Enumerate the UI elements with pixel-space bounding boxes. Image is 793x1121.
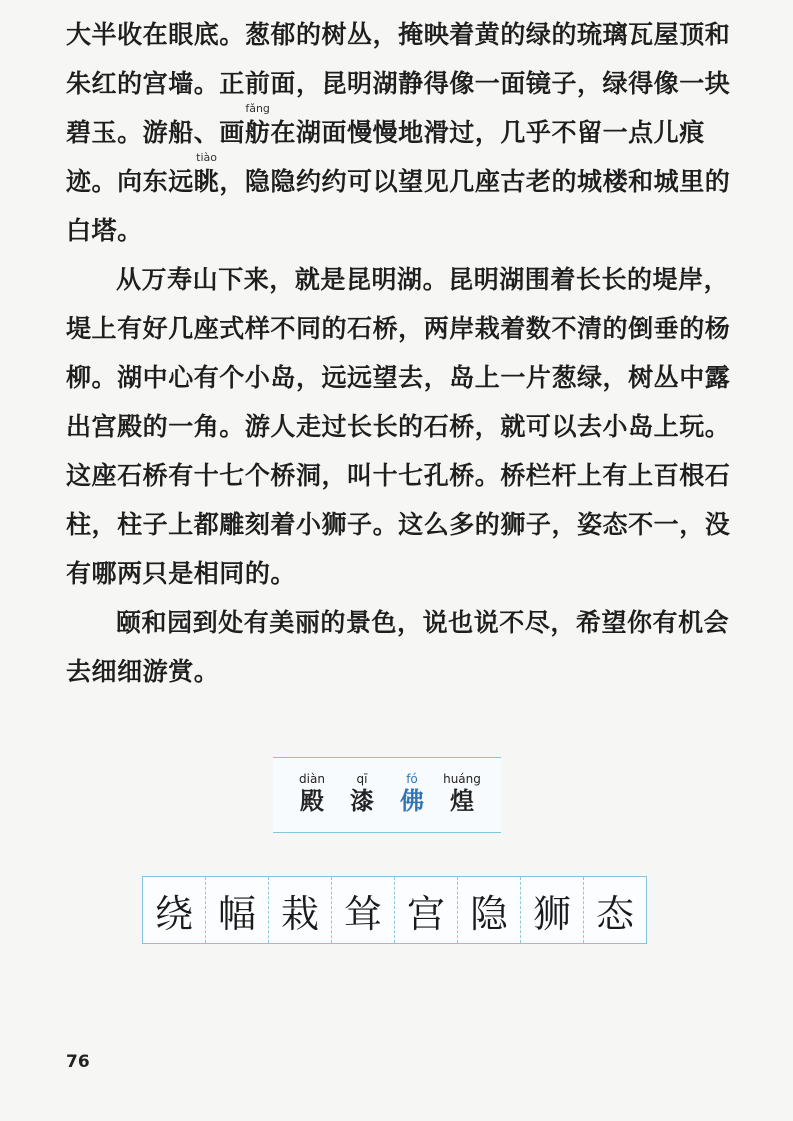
annotated-character <box>244 102 271 147</box>
page-number: 76 <box>66 1052 90 1072</box>
grid-cell-character: 宫 <box>395 877 458 943</box>
text-segment: 白塔。 <box>66 216 143 245</box>
paragraph <box>66 22 738 243</box>
grid-cell-character: 幅 <box>206 877 269 943</box>
grid-cell-character: 耸 <box>332 877 395 943</box>
passage-text <box>66 22 738 708</box>
text-segment: 从万寿山下来，就是昆明湖。昆明湖围着长长的堤岸， <box>116 265 730 294</box>
vocabulary-pinyin: huáng <box>443 772 481 786</box>
text-line <box>66 414 738 439</box>
text-line <box>66 512 738 537</box>
text-line <box>66 365 738 390</box>
text-segment: 柳。湖中心有个小岛，远远望去，岛上一片葱绿，树丛中露 <box>66 363 731 392</box>
paragraph <box>66 267 738 586</box>
text-line <box>66 267 738 292</box>
text-segment: 颐和园到处有美丽的景色，说也说不尽，希望你有机会 <box>116 608 730 637</box>
text-line <box>66 463 738 488</box>
vocabulary-word <box>392 772 432 816</box>
text-line <box>66 316 738 341</box>
vocabulary-row <box>273 758 501 816</box>
annotated-character-text: 眺 <box>193 167 220 196</box>
annotated-character-text: 舫 <box>244 118 271 147</box>
text-segment: ，隐隐约约可以望见几座古老的城楼和城里的 <box>219 167 731 196</box>
vocabulary-box <box>273 757 501 833</box>
text-line <box>66 102 738 147</box>
grid-cell-character: 绕 <box>143 877 206 943</box>
vocabulary-word <box>342 772 382 816</box>
text-segment: 有哪两只是相同的。 <box>66 559 296 588</box>
text-line <box>66 218 738 243</box>
text-segment: 朱红的宫墙。正前面，昆明湖静得像一面镜子，绿得像一块 <box>66 69 731 98</box>
pinyin-annotation: fǎng <box>245 102 270 115</box>
vocabulary-character: 煌 <box>450 786 474 815</box>
grid-cell-character: 栽 <box>269 877 332 943</box>
text-segment: 迹。向东远 <box>66 167 194 196</box>
grid-cell-character: 狮 <box>521 877 584 943</box>
text-segment: 出宫殿的一角。游人走过长长的石桥，就可以去小岛上玩。 <box>66 412 731 441</box>
text-segment: 这座石桥有十七个桥洞，叫十七孔桥。桥栏杆上有上百根石 <box>66 461 731 490</box>
annotated-character <box>193 151 220 196</box>
text-segment: 堤上有好几座式样不同的石桥，两岸栽着数不清的倒垂的杨 <box>66 314 731 343</box>
paragraph <box>66 610 738 684</box>
text-segment: 在湖面慢慢地滑过，几乎不留一点儿痕 <box>270 118 705 147</box>
character-writing-grid <box>142 876 647 944</box>
text-segment: 碧玉。游船、画 <box>66 118 245 147</box>
pinyin-annotation: tiào <box>196 151 217 164</box>
text-segment: 大半收在眼底。葱郁的树丛，掩映着黄的绿的琉璃瓦屋顶和 <box>66 20 731 49</box>
grid-cell-character: 隐 <box>458 877 521 943</box>
text-segment: 柱，柱子上都雕刻着小狮子。这么多的狮子，姿态不一，没 <box>66 510 731 539</box>
vocabulary-pinyin: qī <box>356 772 368 786</box>
text-line <box>66 561 738 586</box>
vocabulary-pinyin: diàn <box>299 772 325 786</box>
grid-cell-character: 态 <box>595 891 634 936</box>
vocabulary-character: 佛 <box>400 786 424 815</box>
vocabulary-pinyin: fó <box>406 772 418 786</box>
text-line <box>66 22 738 47</box>
text-line <box>66 610 738 635</box>
vocabulary-word <box>292 772 332 816</box>
text-line <box>66 151 738 196</box>
vocabulary-word <box>442 772 482 816</box>
text-line <box>66 659 738 684</box>
text-segment: 去细细游赏。 <box>66 657 220 686</box>
text-line <box>66 71 738 96</box>
vocabulary-character: 漆 <box>350 786 374 815</box>
vocabulary-character: 殿 <box>300 786 324 815</box>
